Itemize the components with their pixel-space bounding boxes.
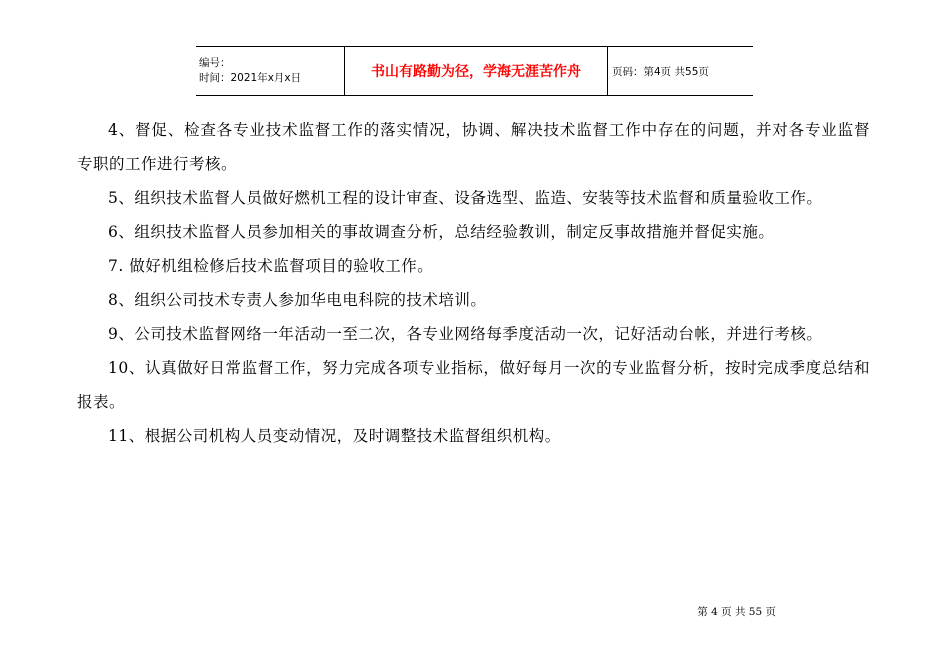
paragraph-item-9: 9、公司技术监督网络一年活动一至二次，各专业网络每季度活动一次，记好活动台帐，并进行考核。 — [108, 325, 823, 343]
page-footer: 第 4 页 共 55 页 — [697, 606, 776, 618]
document-number-label: 编号： — [199, 57, 231, 69]
header-motto: 书山有路勤为径，学海无涯苦作舟 — [345, 47, 608, 96]
document-body — [77, 113, 870, 453]
paragraph-item-7: 7. 做好机组检修后技术监督项目的验收工作。 — [108, 257, 434, 275]
paragraph-item-6: 6、组织技术监督人员参加相关的事故调查分析，总结经验教训，制定反事故措施并督促实施。 — [108, 223, 775, 241]
header-page-info: 页码：第4页 共55页 — [608, 47, 754, 96]
paragraph-item-5: 5、组织技术监督人员做好燃机工程的设计审查、设备选型、监造、安装等技术监督和质量验收工作。 — [108, 189, 823, 207]
paragraph-item-10: 10、认真做好日常监督工作，努力完成各项专业指标，做好每月一次的专业监督分析，按时完成季度总结和报表。 — [77, 359, 870, 411]
paragraph-item-11: 11、根据公司机构人员变动情况，及时调整技术监督组织机构。 — [108, 427, 561, 445]
paragraph-item-8: 8、组织公司技术专责人参加华电电科院的技术培训。 — [108, 291, 487, 309]
header-meta-cell — [196, 47, 345, 96]
paragraph-item-4: 4、督促、检查各专业技术监督工作的落实情况，协调、解决技术监督工作中存在的问题，并对各专业监督专职的工作进行考核。 — [77, 121, 870, 173]
page-header — [196, 46, 753, 96]
document-date-label: 时间：2021年x月x日 — [199, 72, 302, 84]
